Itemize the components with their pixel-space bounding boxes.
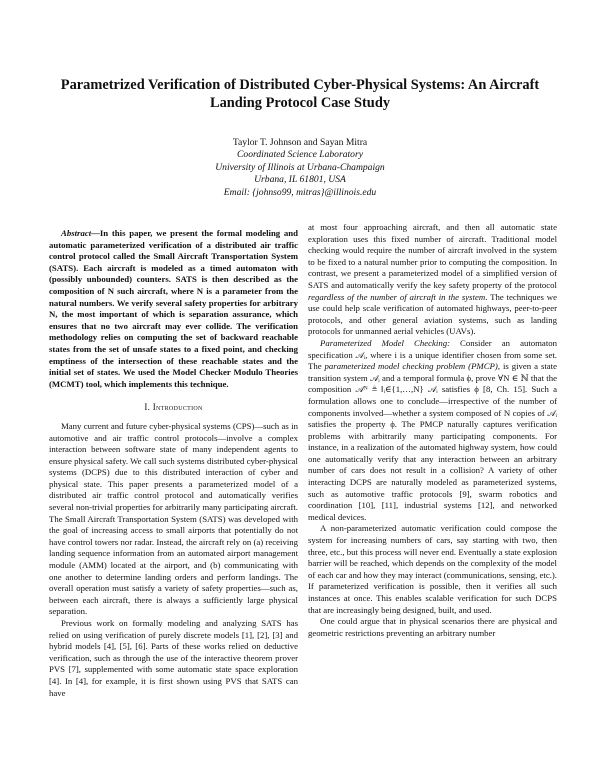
right-column — [308, 222, 557, 639]
author-lab: Coordinated Science Laboratory — [237, 149, 363, 161]
abstract — [49, 228, 298, 390]
pmc-term: parameterized model checking problem (PMCP) — [324, 361, 498, 372]
pmc-title: Parameterized Model Checking: — [320, 337, 450, 348]
right-paragraph-3: A non-parameterized automatic verification could compose the system for increasing numbers of cars, say starting with two, then three, etc., but this process will never end. Eventually a state explosion barrier will be reached, which depends on the complexity of the model of each car and how they may interact (communications, sensing, etc.). If parameterized verification is possible, then it verifies all such instances at once. This enables scalable verification for such DCPS that are increasingly being designed, built, and used. — [308, 523, 557, 615]
intro-paragraph-1: Many current and future cyber-physical systems (CPS)—such as in automotive and air traffic control protocols—involve a complex interaction between software state of many independent agents to ensure physical safety. We call such systems distributed cyber-physical systems (DCPS) due to this distributed interaction of cyber and physical state. This paper presents a parameterized model of a distributed air traffic control protocol and automatically verifies several non-trivial properties for arbitrarily many participating aircraft. The Small Aircraft Transportation System (SATS) was developed with the goal of increasing access to small airports that potentially do not have control towers nor radar. Instead, the aircraft rely on (a) receiving landing sequence information from an automated airport management module (AMM) located at the airport, and (b) communicating with one another to determine landing orders and perform landings. The overall operation must satisfy a variety of safety properties—such as, between each aircraft, there is always a sufficiently large physical separation. — [49, 420, 298, 617]
section-heading-introduction: I. Introduction — [144, 402, 203, 413]
left-column — [49, 228, 298, 699]
right-paragraph-1-end: . The techniques we use could help scale verification of automated highways, peer-to-peer protocols, and other general aviation systems, such as landing protocols for unmanned aerial vehicles (UAVs). — [308, 291, 557, 337]
right-paragraph-4: One could argue that in physical scenarios there are physical and geometric restrictions preventing an arbitrary number — [308, 616, 557, 638]
right-paragraph-1-emphasis: regardless of the number of aircraft in the system — [308, 291, 486, 302]
pmc-paragraph — [308, 338, 557, 524]
author-address: Urbana, IL 61801, USA — [254, 174, 346, 186]
pmc-text-a: Consider an automaton specification 𝒜ᵢ, where i is a unique identifier chosen from some set. The — [308, 337, 557, 372]
right-paragraph-1 — [308, 222, 557, 338]
author-email: Email: {johnso99, mitras}@illinois.edu — [223, 186, 377, 198]
right-paragraph-1-text: at most four approaching aircraft, and then all automatic state exploration uses this fixed number of aircraft. Traditional model checking would require the number of aircraft involved in the system to be fixed to a natural number prior to computing the composition. In contrast, we present a parameterized model of a simplified version of SATS and automatically verify the key safety property of the protocol — [308, 222, 557, 290]
pmc-text-b: , is given a state transition system 𝒜ᵢ and a temporal formula ϕ, prove ∀N ∈ ℕ that the composition 𝒜ᴺ ≜ ‖ᵢ∈{1,…,N} 𝒜ᵢ satisfies ϕ [8, Ch. 15]. Such a formulation allows one to conclude—irrespective of the number of components involved—whether a system composed of N copies of 𝒜ᵢ satisfies the property ϕ. The PMCP naturally captures verification problems with arbitrarily many participating components. For instance, in a realization of the automated highway system, how could one automatically verify that any interaction between an arbitrary number of cars does not result in a collision? A variety of other interacting DCPS are naturally modeled as parameterized systems, such as automotive traffic protocols [9], swarm robotics and coordination [10], [11], industrial systems [12], and networked medical devices. — [308, 361, 557, 522]
author-block — [100, 137, 500, 199]
author-university: University of Illinois at Urbana-Champaign — [215, 161, 385, 173]
abstract-label: Abstract — [61, 228, 92, 238]
paper-title: Parametrized Verification of Distributed Cyber-Physical Systems: An Aircraft Landing Protocol Case Study — [60, 77, 540, 111]
author-names: Taylor T. Johnson and Sayan Mitra — [232, 137, 368, 148]
intro-paragraph-2: Previous work on formally modeling and analyzing SATS has relied on using verification of purely discrete models [1], [2], [3] and hybrid models [4], [5], [6]. Parts of these works relied on deductive verification, such as through the use of the interactive theorem prover PVS [7], supplemented with some automatic state space exploration [4]. In [4], for example, it is first shown using PVS that SATS can have — [49, 618, 298, 698]
abstract-text: —In this paper, we present the formal modeling and automatic parameterized verification of a distributed air traffic control protocol called the Small Aircraft Transportation System (SATS). Each aircraft is modeled as a timed automaton with (possibly unbounded) counters. SATS is then described as the composition of N such aircraft, where N is a parameter from the natural numbers. We verify several safety properties for arbitrary N, the most important of which is separation assurance, which ensures that no two aircraft may ever collide. The verification methodology relies on computing the set of backward reachable states from the set of unsafe states to a fixed point, and checking emptiness of the intersection of these reachable states and the initial set of states. We used the Model Checker Modulo Theories (MCMT) tool, which implements this technique. — [49, 228, 298, 389]
